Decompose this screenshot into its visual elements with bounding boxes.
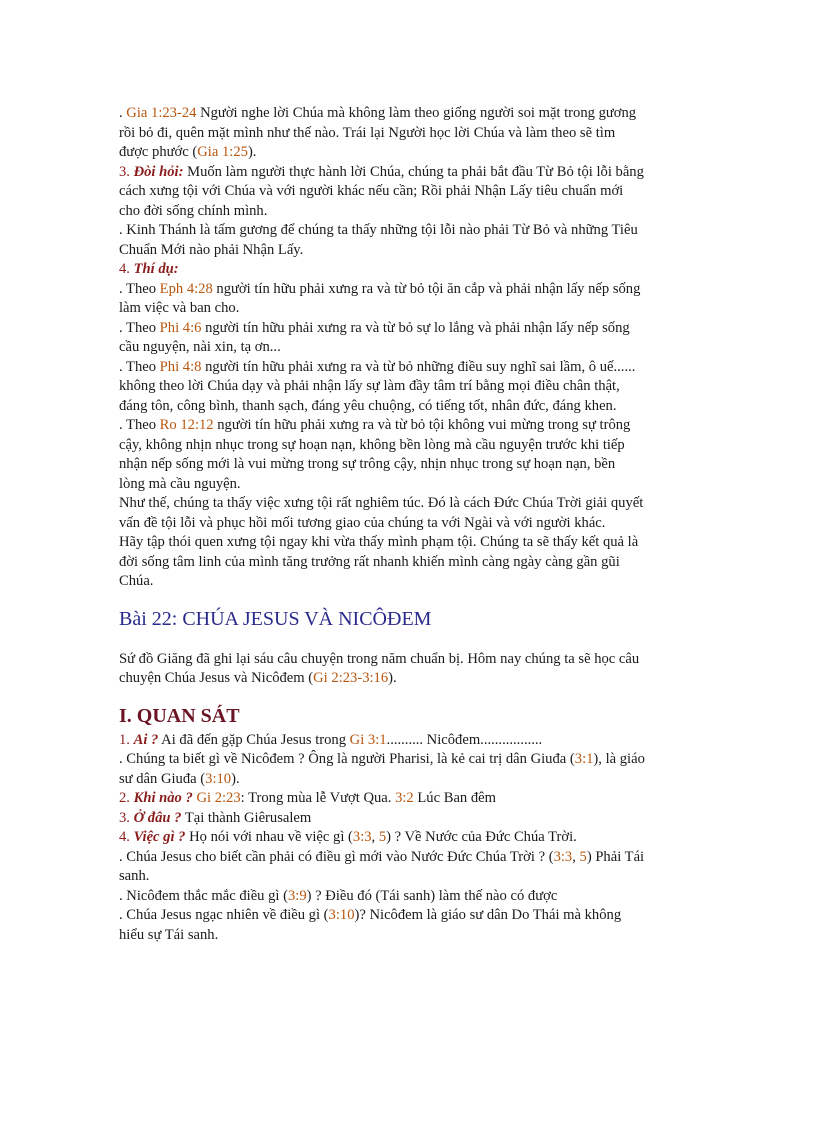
text-span: được phước ( [119,144,198,160]
text-line [119,260,704,280]
scripture-ref: 5 [579,848,587,865]
text-span: người tín hữu phải xưng ra và từ bỏ những điều suy nghĩ sai lầm, ô uế...... [201,358,636,375]
scripture-ref: 3:2 [395,790,414,806]
item-number: 3. [119,163,134,180]
scripture-ref: 3:10 [205,770,232,787]
scripture-ref: Phi 4:8 [159,358,202,375]
text-span: ) ? Điều đó (Tái sanh) làm thế nào có được [306,887,558,904]
text-span: , [371,829,379,845]
text-span: ). [247,144,257,160]
scripture-ref: Gia 1:25 [197,144,248,160]
text-line [119,906,704,926]
scripture-ref: Eph 4:28 [159,280,213,297]
text-line [119,789,704,809]
text-span: ) Phải Tái [586,848,645,865]
text-span: sư dân Giuđa ( [119,770,206,787]
text-span: . Nicôđem thắc mắc điều gì ( [119,887,288,904]
text-span: người tín hữu phải xưng ra và từ bỏ tội không vui mừng trong sự trông [213,417,631,433]
item-number: 4. [119,829,134,845]
text-span: Người nghe lời Chúa mà không làm theo giống người soi mặt trong gương [196,105,637,121]
text-line [119,770,704,790]
text-span: . Chúa Jesus cho biết cần phải có điều gì mới vào Nước Đức Chúa Trời ? ( [119,848,554,865]
text-span: . Theo [119,280,160,297]
scripture-ref: Gia 1:23-24 [126,105,197,121]
text-line [119,731,704,751]
text-line: lòng mà cầu nguyện. [119,475,241,492]
text-line [119,280,704,300]
text-span: Muốn làm người thực hành lời Chúa, chúng ta phải bắt đầu Từ Bỏ tội lỗi bằng [183,163,644,180]
scripture-ref: 3:10 [328,907,355,923]
text-line: vấn đề tội lỗi và phục hồi mối tương giao của chúng ta với Ngài và với người khác. [119,514,606,531]
item-label: Khi nào ? [133,790,193,806]
scripture-ref: 3:1 [574,751,594,767]
text-span: . Chúa Jesus ngạc nhiên về điều gì ( [119,907,329,923]
text-line [119,104,704,124]
text-line: Chúa. [119,573,154,589]
text-line: đáng tôn, công bình, thanh sạch, đáng yêu chuộng, có tiếng tốt, nhân đức, đáng khen. [119,397,617,414]
scripture-ref: 3:3 [352,829,372,845]
text-line: hiểu sự Tái sanh. [119,926,219,943]
text-line: . Kinh Thánh là tấm gương để chúng ta thấy những tội lỗi nào phải Từ Bỏ và những Tiêu [119,222,638,238]
text-span: .......... Nicôđem................. [386,731,543,748]
text-line: cách xưng tội với Chúa và với người khác nếu cần; Rồi phải Nhận Lấy tiêu chuẩn mới [119,183,624,199]
text-line [119,319,704,339]
text-line [119,809,704,829]
text-line: Sứ đồ Giăng đã ghi lại sáu câu chuyện trong năm chuẩn bị. Hôm nay chúng ta sẽ học câu [119,650,640,667]
text-span: người tín hữu phải xưng ra và từ bỏ sự lo lắng và phải nhận lấy nếp sống [201,319,630,336]
text-line [119,750,704,770]
text-line [119,828,704,848]
scripture-ref: Phi 4:6 [159,319,202,336]
item-number: 2. [119,790,134,806]
scripture-ref: Gi 2:23 [196,790,241,806]
text-line: Hãy tập thói quen xưng tội ngay khi vừa thấy mình phạm tội. Chúng ta sẽ thấy kết quả là [119,534,639,550]
text-span: ), là giáo [593,751,645,767]
scripture-ref: Gi 3:1 [349,731,387,748]
text-span: Tại thành Giêrusalem [181,809,312,826]
text-span: ). [388,670,397,686]
text-line: Chuẩn Mới nào phải Nhận Lấy. [119,241,304,258]
item-number: 3. [119,809,134,826]
item-number: 1. [119,731,134,748]
text-line [119,848,704,868]
text-line [119,416,704,436]
item-label: Ai ? [133,731,159,748]
item-label: Ở đâu ? [133,809,182,826]
text-span: chuyện Chúa Jesus và Nicôđem ( [119,670,314,686]
text-span: Họ nói với nhau về việc gì ( [185,829,353,845]
text-line: sanh. [119,868,150,884]
text-line: Như thế, chúng ta thấy việc xưng tội rất nghiêm túc. Đó là cách Đức Chúa Trời giải quyết [119,495,644,511]
scripture-ref: Gi 2:23-3:16 [313,670,389,686]
scripture-ref: Ro 12:12 [159,417,214,433]
scripture-ref: 3:9 [287,887,307,904]
text-span: , [572,848,580,865]
text-line: làm việc và ban cho. [119,300,240,316]
text-line [119,143,704,163]
text-span: )? Nicôđem là giáo sư dân Do Thái mà không [354,907,622,923]
text-line: cậy, không nhịn nhục trong sự hoạn nạn, không bền lòng mà cầu nguyện trước khi tiếp [119,436,625,453]
text-span: ). [231,770,240,787]
text-span: Lúc Ban đêm [413,790,497,806]
text-line: nhận nếp sống mới là vui mừng trong sự trông cậy, nhịn nhục trong sự hoạn nạn, bền [119,456,616,472]
text-span: . Chúng ta biết gì về Nicôđem ? Ông là người Pharisi, là kẻ cai trị dân Giuđa ( [119,751,575,767]
document-content [119,104,704,945]
text-line [119,669,704,689]
scripture-ref: 5 [378,829,387,845]
item-label: Đòi hỏi: [133,163,184,180]
item-label: Thí dụ: [133,261,179,277]
text-span: ) ? Về Nước của Đức Chúa Trời. [386,829,577,845]
text-span: người tín hữu phải xưng ra và từ bỏ tội ăn cắp và phải nhận lấy nếp sống [212,280,641,297]
text-line [119,163,704,183]
text-span: . Theo [119,319,160,336]
text-span: . Theo [119,358,160,375]
text-line: cho đời sống chính mình. [119,202,268,219]
text-line [119,887,704,907]
text-span: Ai đã đến gặp Chúa Jesus trong [158,731,350,748]
lesson-title: Bài 22: CHÚA JESUS VÀ NICÔĐEM [119,607,432,630]
item-label: Việc gì ? [133,829,186,845]
text-line: rồi bỏ đi, quên mặt mình như thế nào. Trái lại Người học lời Chúa và làm theo sẽ tìm [119,124,616,141]
text-span: : Trong mùa lễ Vượt Qua. [240,790,396,806]
item-number: 4. [119,261,134,277]
text-line: không theo lời Chúa dạy và phải nhận lấy sự làm đầy tâm trí bằng mọi điều chân thật, [119,378,620,394]
section-title: I. QUAN SÁT [119,704,240,727]
text-line: cầu nguyện, nài xin, tạ ơn... [119,339,281,355]
text-line: đời sống tâm linh của mình tăng trưởng rất nhanh khiến mình càng ngày càng gần gũi [119,553,620,570]
text-span: . [119,105,127,121]
text-line [119,358,704,378]
text-span: . Theo [119,417,160,433]
scripture-ref: 3:3 [553,848,573,865]
